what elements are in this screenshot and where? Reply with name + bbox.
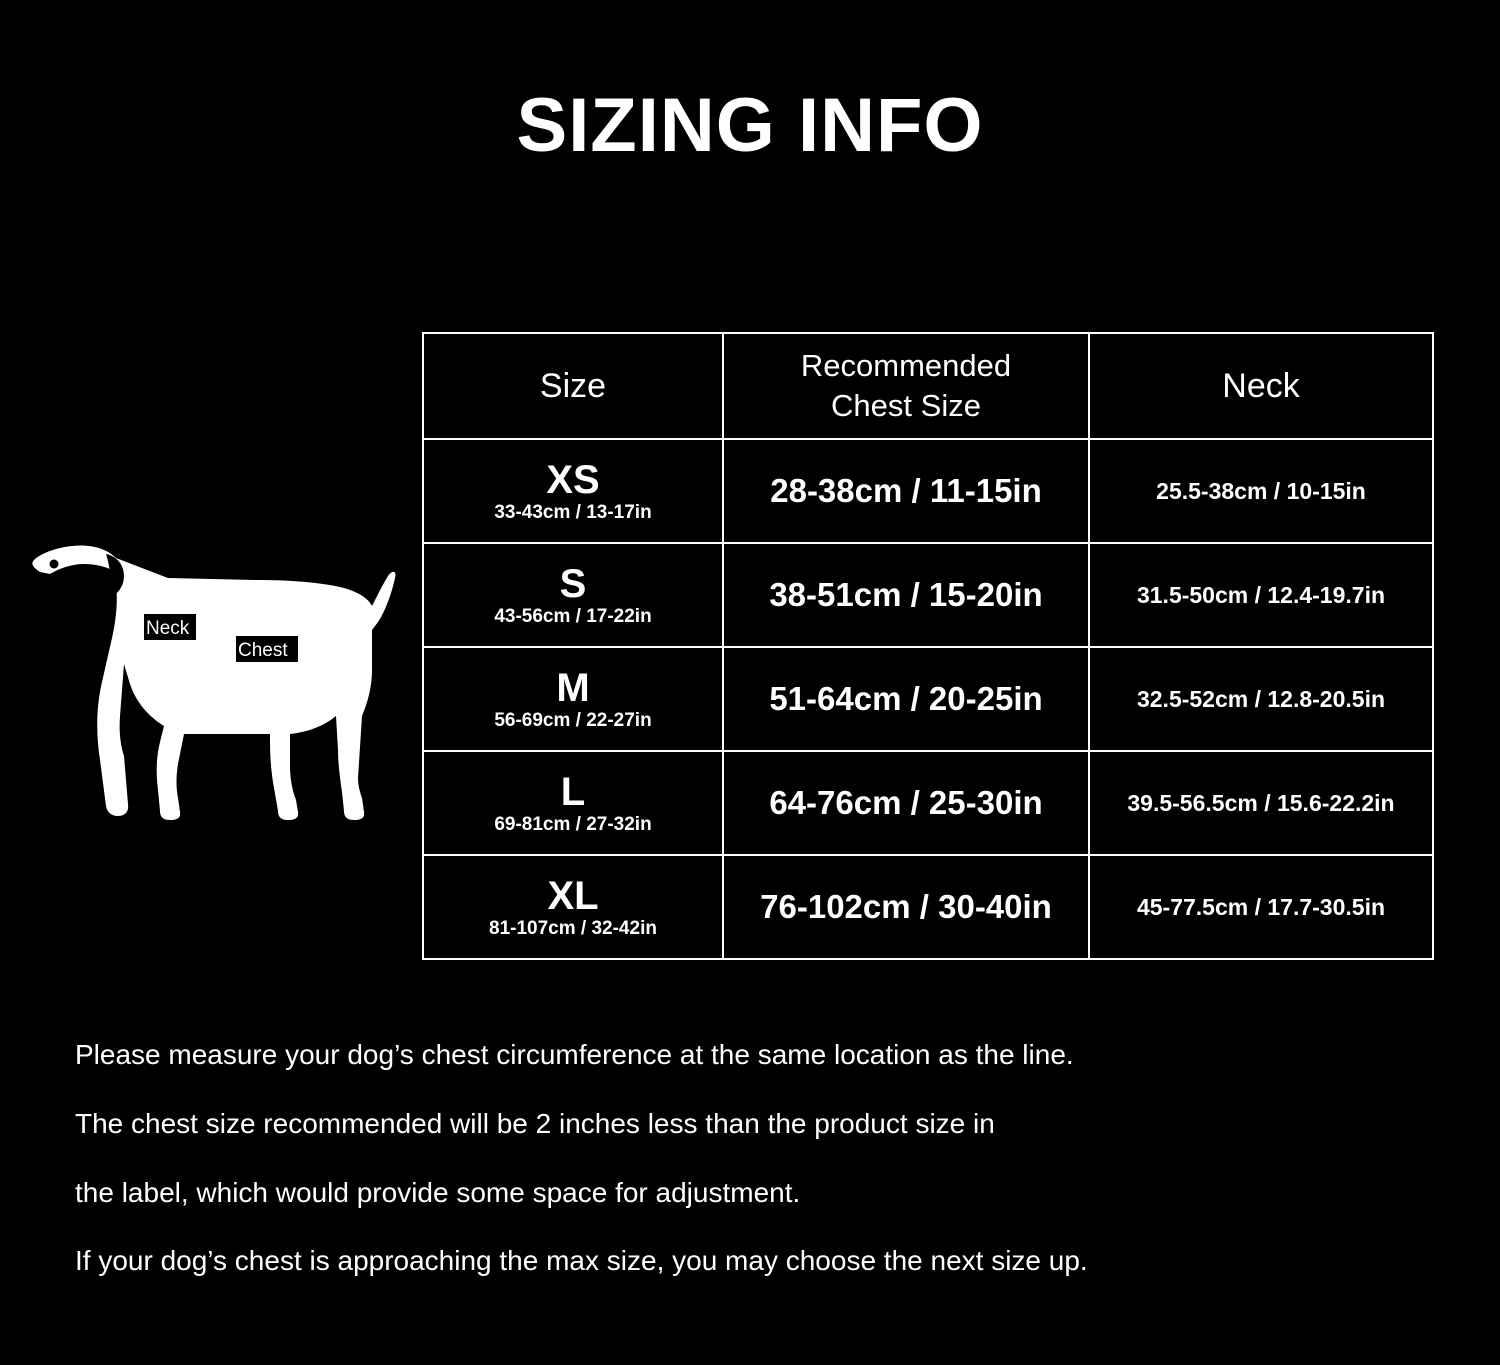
size-label: M	[556, 665, 590, 710]
table-row	[423, 439, 1433, 543]
header-chest-line2: Chest Size	[831, 388, 981, 423]
table-row	[423, 751, 1433, 855]
cell-chest: 64-76cm / 25-30in	[723, 751, 1089, 855]
cell-neck: 39.5-56.5cm / 15.6-22.2in	[1089, 751, 1433, 855]
size-label: XL	[547, 873, 599, 918]
cell-chest: 38-51cm / 15-20in	[723, 543, 1089, 647]
table-row	[423, 647, 1433, 751]
size-range: 69-81cm / 27-32in	[494, 813, 652, 835]
cell-neck: 31.5-50cm / 12.4-19.7in	[1089, 543, 1433, 647]
notes-section	[75, 1040, 1435, 1315]
chest-label: Chest	[238, 640, 288, 661]
cell-neck: 45-77.5cm / 17.7-30.5in	[1089, 855, 1433, 959]
cell-size	[423, 647, 723, 751]
size-range: 56-69cm / 22-27in	[494, 709, 652, 731]
table-row	[423, 543, 1433, 647]
cell-size	[423, 439, 723, 543]
neck-label: Neck	[146, 618, 190, 639]
note-line: Please measure your dog’s chest circumference at the same location as the line.	[75, 1039, 1074, 1070]
cell-chest: 28-38cm / 11-15in	[723, 439, 1089, 543]
size-label: S	[559, 561, 587, 606]
sizing-table	[422, 332, 1434, 960]
note-line: If your dog’s chest is approaching the max size, you may choose the next size up.	[75, 1245, 1088, 1277]
size-range: 33-43cm / 13-17in	[494, 501, 652, 523]
size-range: 43-56cm / 17-22in	[494, 605, 652, 627]
table-row	[423, 855, 1433, 959]
size-label: L	[560, 769, 586, 814]
note-line: the label, which would provide some space for adjustment.	[75, 1176, 801, 1208]
cell-size	[423, 543, 723, 647]
header-chest	[723, 333, 1089, 439]
size-range: 81-107cm / 32-42in	[489, 917, 657, 939]
size-label: XS	[546, 457, 600, 502]
dog-side-silhouette-icon	[20, 520, 400, 840]
cell-neck: 32.5-52cm / 12.8-20.5in	[1089, 647, 1433, 751]
cell-size	[423, 751, 723, 855]
note-line: The chest size recommended will be 2 inches less than the product size in	[75, 1107, 995, 1139]
header-neck: Neck	[1089, 333, 1433, 439]
cell-chest: 76-102cm / 30-40in	[723, 855, 1089, 959]
cell-size	[423, 855, 723, 959]
table-header-row	[423, 333, 1433, 439]
cell-neck: 25.5-38cm / 10-15in	[1089, 439, 1433, 543]
header-size: Size	[423, 333, 723, 439]
page-title: SIZING INFO	[516, 83, 984, 168]
dog-diagram	[20, 520, 400, 840]
cell-chest: 51-64cm / 20-25in	[723, 647, 1089, 751]
header-chest-line1: Recommended	[800, 347, 1012, 383]
